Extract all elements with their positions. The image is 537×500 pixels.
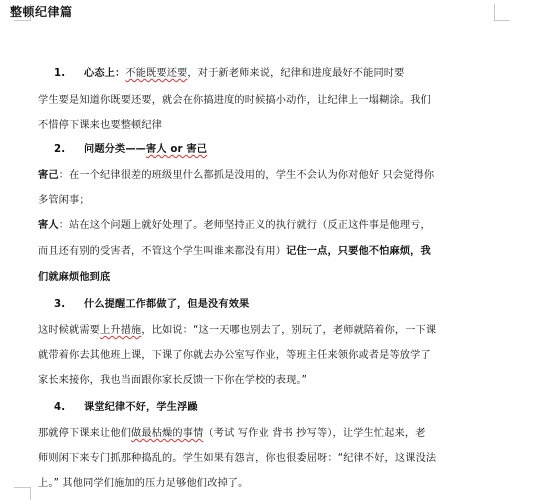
- section-3-heading: [54, 295, 249, 310]
- section-1-head-rest: ，对于新老师来说，纪律和进度最好不能同时要: [187, 68, 405, 79]
- section-3-line-2: 就带着你去其他班上课，下课了你就去办公室写作业，等班主任来领你或者是等放学了: [38, 350, 431, 361]
- section-3-line-3: 家长来接你，我也当面跟你家长反馈一下你在学校的表现。”: [38, 375, 308, 386]
- section-2-para-1-line-1: [38, 166, 434, 181]
- section-4-line-3: 上。” 其他同学们施加的压力足够他们改掉了。: [38, 478, 249, 489]
- section-2-head: 问题分类——: [84, 144, 147, 155]
- section-2-para-1-line-2: 多管闲事；: [38, 195, 90, 206]
- crop-mark-top-left-h: [14, 20, 30, 21]
- section-3-line-1-a: 这时候就需要: [38, 325, 101, 336]
- section-3-wavy: 上升措施: [100, 325, 142, 336]
- section-4-line-2: 师则闲下来专门抓那种捣乱的。学生如果有怨言，你也很委屈呀：“纪律不好，这课没法: [38, 453, 437, 464]
- crop-mark-bottom-left-h: [14, 487, 30, 488]
- section-2-term-hai-ji: 害己: [38, 170, 59, 181]
- page-title: 整顿纪律篇: [10, 5, 73, 19]
- section-3-line-1: [38, 321, 436, 336]
- section-1-heading: [54, 64, 404, 79]
- section-2-para-2-line-1: [38, 216, 431, 231]
- section-1-head: 心态上：: [84, 68, 126, 79]
- section-2-para-1-text: ：在一个纪律很差的班级里什么都抓是没用的，学生不会认为你对他好 只会觉得你: [58, 170, 435, 181]
- section-4-line-1-a: 那就停下课来让他们: [38, 428, 132, 439]
- crop-mark-top-right-h: [494, 20, 510, 21]
- section-4-line-1: [38, 424, 426, 439]
- section-4-wavy: 做最枯燥的事情: [131, 428, 204, 439]
- section-1-number: 1.: [54, 68, 66, 79]
- section-1-line-3: 不惜停下课来也要整顿纪律: [38, 120, 163, 131]
- section-4-heading: [54, 398, 198, 413]
- section-4-line-1-b: （考试 写作业 背书 抄写等），让学生忙起来，老: [203, 428, 426, 439]
- section-2-head-wavy: 害人 or 害己: [146, 144, 208, 155]
- section-2-term-hai-ren: 害人: [38, 220, 59, 231]
- section-1-line-2: 学生要是知道你既要还要，就会在你搞进度的时候搞小动作，让纪律上一塌糊涂。我们: [38, 95, 431, 106]
- section-2-para-2-line-3: 们就麻烦他到底: [38, 272, 111, 283]
- section-1-head-wavy: 不能既要还要: [125, 68, 188, 79]
- section-2-para-2-line-2: [38, 242, 431, 257]
- section-2-heading: [54, 140, 207, 155]
- section-3-head: 什么提醒工作都做了，但是没有效果: [84, 299, 250, 310]
- section-2-para-2-bold: 记住一点，只要他不怕麻烦，我: [286, 246, 431, 257]
- section-2-para-2-text: ：站在这个问题上就好处理了。老师坚持正义的执行就行（反正这件事是他理亏，: [58, 220, 431, 231]
- section-4-number: 4.: [54, 402, 66, 413]
- section-4-head: 课堂纪律不好，学生浮躁: [84, 402, 198, 413]
- crop-mark-bottom-left-v: [30, 487, 31, 500]
- section-3-number: 3.: [54, 299, 66, 310]
- section-2-para-2-text-2: 而且还有别的受害者，不管这个学生叫谁来都没有用）: [38, 246, 287, 257]
- section-2-number: 2.: [54, 144, 66, 155]
- section-3-line-1-b: ，比如说：“这一天哪也别去了，别玩了，老师就陪着你，一下课: [141, 325, 437, 336]
- crop-mark-top-right-v: [494, 4, 495, 21]
